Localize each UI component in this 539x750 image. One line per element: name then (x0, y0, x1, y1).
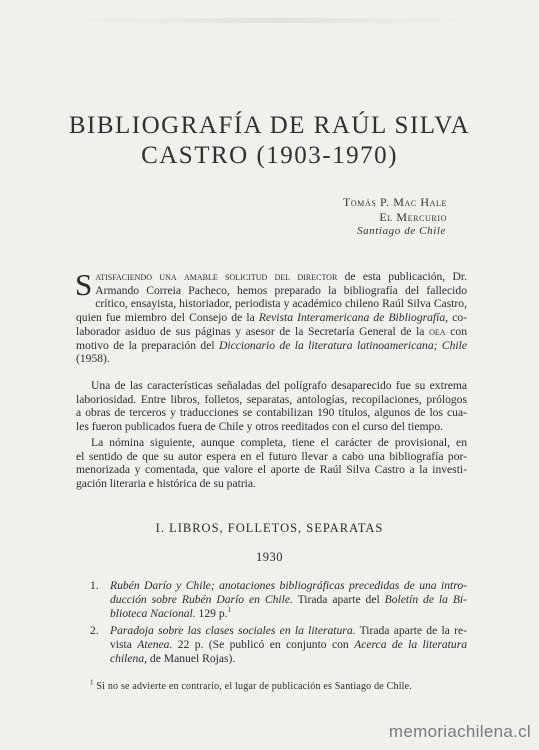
entry-number: 2. (90, 623, 99, 637)
text-line: blioteca Nacional. 129 p.$^1$ (110, 606, 232, 621)
text-line: les fueron publicados fuera de Chile y otros reeditados con el curso del tiempo. (76, 420, 444, 434)
scan-artifact (70, 18, 480, 23)
watermark: memoriachilena.cl (388, 722, 531, 741)
bibliography-entry (90, 624, 467, 667)
author-affiliation: El Mercurio (379, 210, 447, 224)
author-place: Santiago de Chile (356, 225, 446, 237)
article-title-line-1: BIBLIOGRAFÍA DE RAÚL SILVA (68, 112, 471, 139)
text-line: La nómina siguiente, aunque completa, tiene el carácter de provisional, en (91, 436, 467, 449)
text-line: menorizada y comentada, que valore el aporte de Raúl Silva Castro a la investi- (76, 463, 467, 477)
intro-paragraph-2 (76, 379, 467, 434)
intro-paragraph-3 (76, 436, 467, 491)
text-line: Armando Correia Pacheco, hemos preparado la bibliografía del fallecido (95, 283, 467, 297)
text-line: gación literaria e histórica de su patria. (76, 477, 256, 491)
text-line: crítico, ensayista, historiador, periodista y académico chileno Raúl Silva Castro, (95, 297, 467, 311)
intro-paragraph-1 (75, 267, 468, 366)
footnote: $^1$ Si no se advierte en contrario, el lugar de publicación es Santiago de Chile. (90, 678, 412, 692)
footnote-mark: 1 (90, 678, 94, 687)
bibliography-list (90, 579, 467, 668)
text-line: vista Atenea. 22 p. (Se publicó en conjunto con Acerca de la literatura (110, 637, 468, 651)
section-heading: I. LIBROS, FOLLETOS, SEPARATAS (155, 521, 384, 535)
author-name: Tomás P. Mac Hale (343, 195, 447, 209)
text-line: motivo de la preparación del Diccionario de la literatura latinoamericana; Chile (76, 338, 468, 352)
text-line: el sentido de que su autor espera en el futuro llevar a cabo una bibliografía por- (76, 449, 467, 463)
drop-cap: S (75, 267, 93, 302)
text-line: laborador asiduo de sus páginas y asesor de la Secretaría General de la oea con (76, 324, 467, 338)
text-line: chilena, de Manuel Rojas). (110, 652, 236, 666)
entry-number: 1. (90, 579, 99, 592)
text-line: Rubén Darío y Chile; anotaciones bibliográficas precedidas de una intro- (110, 579, 467, 592)
bibliography-entry (90, 579, 467, 622)
text-line: laboriosidad. Entre libros, folletos, separatas, antologías, recopilaciones, prólogos (76, 392, 467, 406)
text-line: ducción sobre Rubén Darío en Chile. Tirada aparte del Boletín de la Bi- (110, 593, 467, 607)
year-heading: 1930 (256, 550, 283, 564)
text-line: a obras de terceros y traducciones se contabilizan 190 títulos, algunos de los cua- (76, 406, 467, 420)
text-line: Una de las características señaladas del polígrafo desaparecido fue su extrema (91, 379, 467, 392)
text-line: Paradoja sobre las clases sociales en la literatura. Tirada aparte de la re- (110, 623, 467, 637)
footnote-ref: 1 (227, 606, 232, 615)
text-line: atisfaciendo una amable solicitud del director de esta publicación, Dr. (95, 270, 467, 283)
article-title-line-2: CASTRO (1903-1970) (141, 142, 398, 169)
text-line: (1958). (76, 352, 110, 366)
text-line: quien fue miembro del Consejo de la Revista Interamericana de Bibliografía, co- (76, 311, 468, 325)
